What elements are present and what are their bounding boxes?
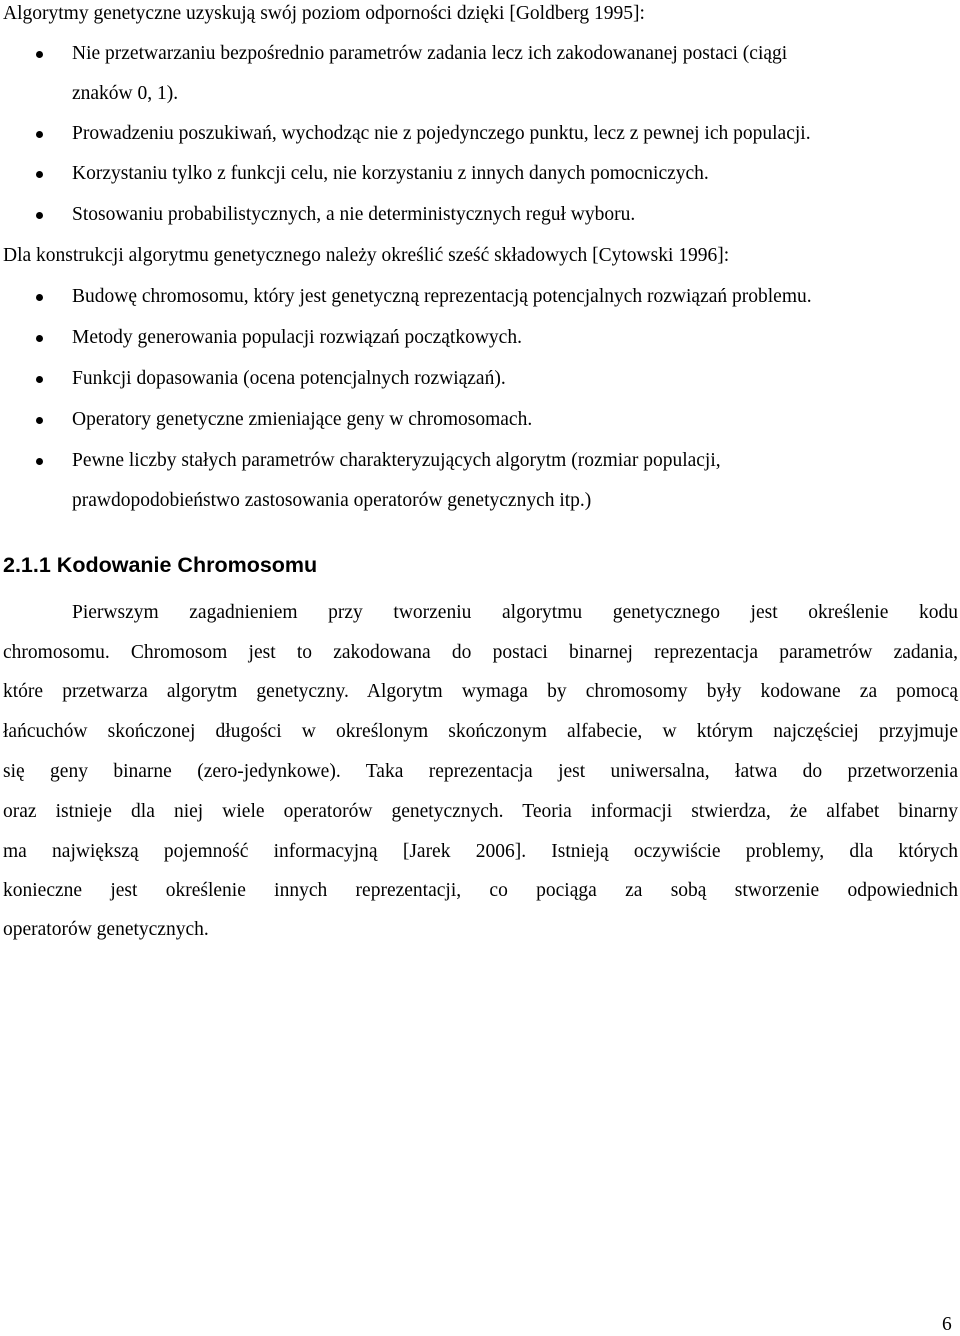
list2-item-4: Operatory genetyczne zmieniające geny w chromosomach.: [72, 409, 533, 430]
paragraph-line: się geny binarne (zero-jedynkowe). Taka reprezentacja jest uniwersalna, łatwa do przetworzenia: [3, 761, 958, 782]
page-number: 6: [942, 1314, 952, 1335]
paragraph-line: ma największą pojemność informacyjną [Jarek 2006]. Istnieją oczywiście problemy, dla których: [3, 841, 958, 862]
paragraph-line: które przetwarza algorytm genetyczny. Algorytm wymaga by chromosomy były kodowane za pomocą: [3, 681, 958, 702]
section-heading: 2.1.1 Kodowanie Chromosomu: [3, 553, 318, 577]
paragraph-line: Pierwszym zagadnieniem przy tworzeniu algorytmu genetycznego jest określenie kodu: [72, 602, 958, 623]
intro-text-2: Dla konstrukcji algorytmu genetycznego należy określić sześć składowych [Cytowski 1996]:: [3, 245, 730, 266]
bullet-icon: [36, 417, 43, 424]
bullet-icon: [36, 335, 43, 342]
paragraph-line: operatorów genetycznych.: [3, 919, 209, 940]
list1-item-1-cont: znaków 0, 1).: [72, 83, 179, 104]
intro-text-1: Algorytmy genetyczne uzyskują swój poziom odporności dzięki [Goldberg 1995]:: [3, 3, 645, 24]
paragraph-line: łańcuchów skończonej długości w określonym skończonym alfabecie, w którym najczęściej przyjmuje: [3, 721, 958, 742]
list2-item-5: Pewne liczby stałych parametrów charakteryzujących algorytm (rozmiar populacji,: [72, 450, 721, 471]
list2-item-3: Funkcji dopasowania (ocena potencjalnych rozwiązań).: [72, 368, 506, 389]
bullet-icon: [36, 458, 43, 465]
list1-item-4: Stosowaniu probabilistycznych, a nie deterministycznych reguł wyboru.: [72, 204, 636, 225]
paragraph-line: oraz istnieje dla niej wiele operatorów genetycznych. Teoria informacji stwierdza, że alfabet binarny: [3, 801, 958, 822]
list1-item-2: Prowadzeniu poszukiwań, wychodząc nie z pojedynczego punktu, lecz z pewnej ich populacji.: [72, 123, 811, 144]
bullet-icon: [36, 212, 43, 219]
bullet-icon: [36, 376, 43, 383]
list2-item-1: Budowę chromosomu, który jest genetyczną reprezentacją potencjalnych rozwiązań problemu.: [72, 286, 812, 307]
list2-item-2: Metody generowania populacji rozwiązań początkowych.: [72, 327, 522, 348]
list1-item-1: Nie przetwarzaniu bezpośrednio parametrów zadania lecz ich zakodowananej postaci (ciągi: [72, 43, 788, 64]
paragraph-line: chromosomu. Chromosom jest to zakodowana do postaci binarnej reprezentacja parametrów zadania,: [3, 642, 958, 663]
bullet-icon: [36, 294, 43, 301]
bullet-icon: [36, 131, 43, 138]
bullet-icon: [36, 171, 43, 178]
paragraph-line: konieczne jest określenie innych reprezentacji, co pociąga za sobą stworzenie odpowiednich: [3, 880, 958, 901]
list1-item-3: Korzystaniu tylko z funkcji celu, nie korzystaniu z innych danych pomocniczych.: [72, 163, 709, 184]
bullet-icon: [36, 51, 43, 58]
list2-item-5-cont: prawdopodobieństwo zastosowania operatorów genetycznych itp.): [72, 490, 592, 511]
